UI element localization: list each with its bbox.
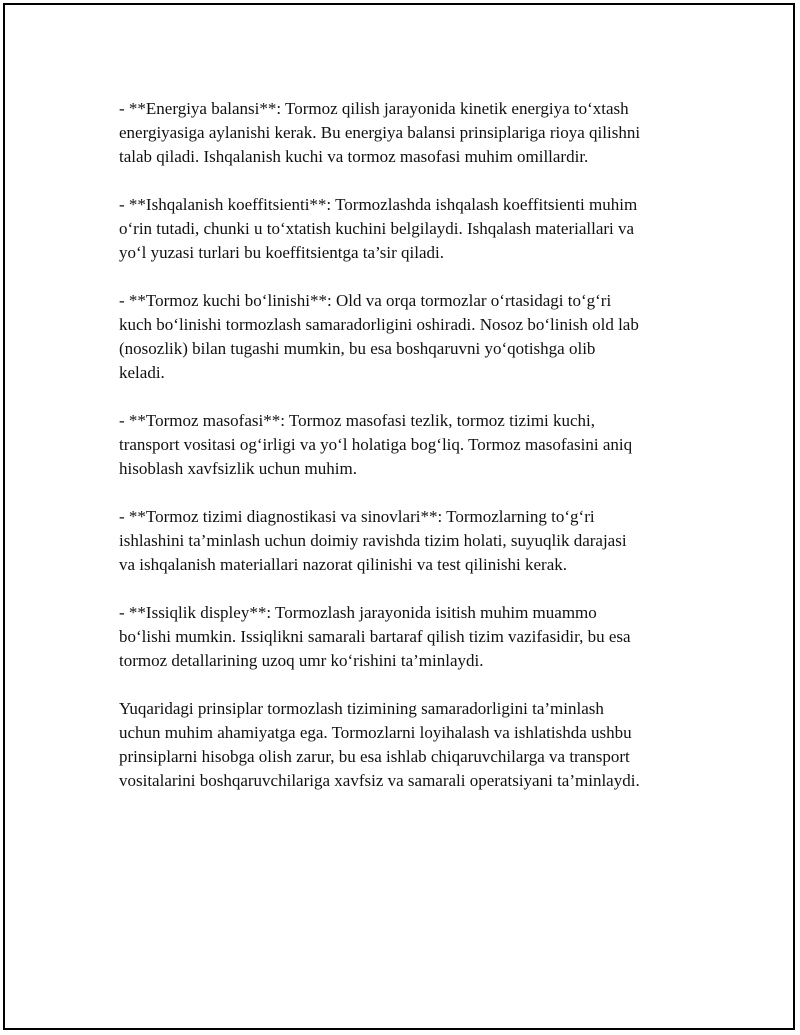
paragraph-tormoz-masofasi: - **Tormoz masofasi**: Tormoz masofasi tezlik, tormoz tizimi kuchi, transport vositasi og‘irligi va yo‘l holatiga bog‘liq. Tormoz masofasini aniq hisoblash xavfsizlik uchun muhim. [119,411,633,478]
paragraph-conclusion: Yuqaridagi prinsiplar tormozlash tizimining samaradorligini ta’minlash uchun muhim ahamiyatga ega. Tormozlarni loyihalash va ishlatishda ushbu prinsiplarni hisobga olish zarur, bu esa ishlab chiqaruvchilarga va transport vositalarini boshqaruvchilariga xavfsiz va samarali operatsiyani ta’minlaydi. [119,699,640,790]
document-body [119,97,694,817]
paragraph-tormoz-kuchi-bolinishi: - **Tormoz kuchi bo‘linishi**: Old va orqa tormozlar o‘rtasidagi to‘g‘ri kuch bo‘linishi tormozlash samaradorligini oshiradi. Nosoz bo‘linish old lab (nosozlik) bilan tugashi mumkin, bu esa boshqaruvni yo‘qotishga olib keladi. [119,291,639,382]
paragraph-issiqlik-displey: - **Issiqlik displey**: Tormozlash jarayonida isitish muhim muammo bo‘lishi mumkin. Issiqlikni samarali bartaraf qilish tizim vazifasidir, bu esa tormoz detallarining uzoq umr ko‘rishini ta’minlaydi. [119,603,631,670]
paragraph-energiya-balansi: - **Energiya balansi**: Tormoz qilish jarayonida kinetik energiya to‘xtash energiyasiga aylanishi kerak. Bu energiya balansi prinsiplariga rioya qilishni talab qiladi. Ishqalanish kuchi va tormoz masofasi muhim omillardir. [119,99,641,166]
paragraph-ishqalanish-koeffitsienti: - **Ishqalanish koeffitsienti**: Tormozlashda ishqalash koeffitsienti muhim o‘rin tutadi, chunki u to‘xtatish kuchini belgilaydi. Ishqalash materiallari va yo‘l yuzasi turlari bu koeffitsientga ta’sir qiladi. [119,195,638,262]
paragraph-tormoz-tizimi-diagnostikasi: - **Tormoz tizimi diagnostikasi va sinovlari**: Tormozlarning to‘g‘ri ishlashini ta’minlash uchun doimiy ravishda tizim holati, suyuqlik darajasi va ishqalanish materiallari nazorat qilinishi va test qilinishi kerak. [119,507,627,574]
page-frame [3,3,795,1030]
